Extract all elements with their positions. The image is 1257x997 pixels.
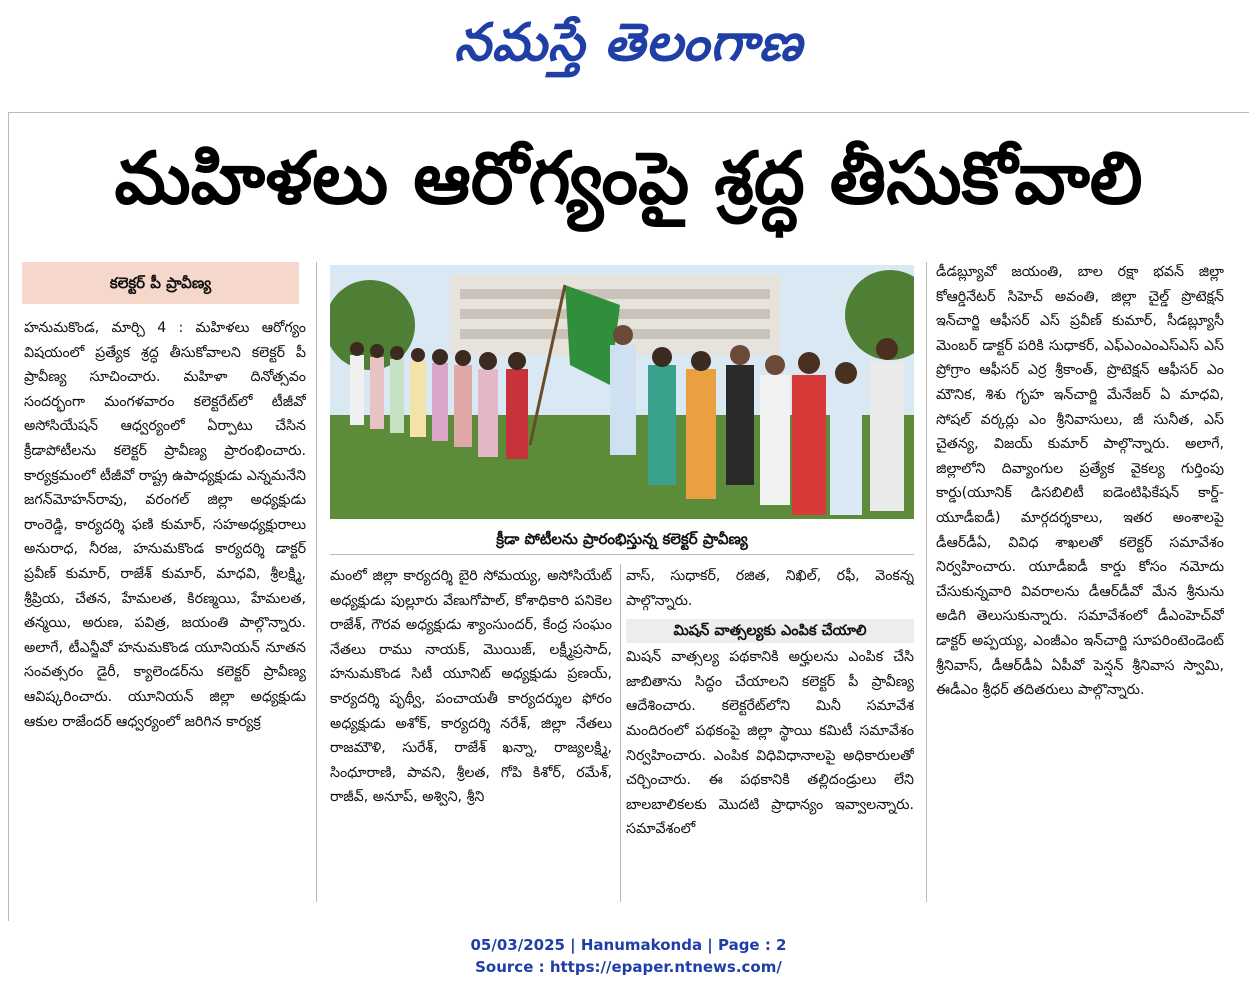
column-divider bbox=[620, 564, 621, 902]
article-column-1 bbox=[24, 316, 306, 900]
column-3-top-text: వాస్, సుధాకర్, రజిత, నిఖిల్, రఫీ, వెంకన్న పాల్గొన్నారు. bbox=[626, 568, 914, 609]
column-divider bbox=[926, 262, 927, 902]
column-divider bbox=[316, 262, 317, 902]
photo-caption: క్రీడా పోటీలను ప్రారంభిస్తున్న కలెక్టర్ ప్రావీణ్య bbox=[330, 524, 914, 555]
column-4-text: డీడబ్ల్యూవో జయంతి, బాల రక్షా భవన్ జిల్లా కోఆర్డినేటర్ సిహెచ్ అవంతి, జిల్లా చైల్డ్ ప్రొటెక్షన్ ఇన్‌చార్జి ఆఫీసర్ ఎస్ ప్రవీణ్ కుమార్, సీడబ్ల్యూసీ మెంబర్ డాక్టర్ పరికి సుధాకర్, ఎఫ్‌ఎంఎంఎస్‌ఎస్ ఎస్ ప్రోగ్రాం ఆఫీసర్ ఎర్ర శ్రీకాంత్, ప్రొటెక్షన్ ఆఫీసర్ ఎం మౌనిక, శిశు గృహ ఇన్‌చార్జి మేనేజర్ ఏ మాధవి, సోషల్ వర్కర్లు ఎం శ్రీనివాసులు, జీ సునీత, ఎస్ చైతన్య, విజయ్ కుమార్ పాల్గొన్నారు. అలాగే, జిల్లాలోని దివ్యాంగుల ప్రత్యేక వైకల్య గుర్తింపు కార్డు(యూనిక్ డిసబిలిటీ ఐడెంటిఫికేషన్ కార్డ్-యూడీఐడీ) మార్గదర్శకాలు, ఇతర అంశాలపై డీఆర్‌డీఏ, వివిధ శాఖలతో కలెక్టర్ సమావేశం నిర్వహించారు. యూడీఐడీ కార్డు కోసం నమోదు చేసుకున్నవారి వివరాలను డీఆర్‌డీవో మేన శ్రీనును అడిగి తెలుసుకున్నారు. సమావేశంలో డీఎంహెచ్‌వో డాక్టర్ అప్పయ్య, ఎంజీఎం ఇన్‌చార్జి సూపరింటెండెంట్ శ్రీనివాస్, డీఆర్‌డీఏ ఏపీవో పెన్షన్ శ్రీనివాస స్వామి, ఈడీఎం శ్రీధర్ తదితరులు పాల్గొన్నారు. bbox=[936, 264, 1224, 699]
article-column-2 bbox=[330, 564, 612, 900]
column-3-body-text: మిషన్ వాత్సల్య పథకానికి అర్హులను ఎంపిక చేసి జాబితాను సిద్ధం చేయాలని కలెక్టర్ పీ ప్రావీణ్య ఆదేశించారు. కలెక్టరేట్‌లోని మినీ సమావేశ మందిరంలో పథకంపై జిల్లా స్థాయి కమిటీ సమావేశం నిర్వహించారు. ఎంపిక విధివిధానాలపై అధికారులతో చర్చించారు. ఈ పథకానికి తల్లిదండ్రులు లేని బాలబాలికలకు మొదటి ప్రాధాన్యం ఇవ్వాలన్నారు. సమావేశంలో bbox=[626, 649, 914, 838]
masthead bbox=[0, 8, 1257, 78]
page-footer bbox=[0, 934, 1257, 978]
article-column-3 bbox=[626, 564, 914, 900]
masthead-title: నమస్తే తెలంగాణ bbox=[454, 12, 803, 73]
article-column-4 bbox=[936, 260, 1224, 900]
headline bbox=[0, 118, 1257, 238]
byline: కలెక్టర్ పీ ప్రావీణ్య bbox=[22, 262, 299, 304]
column-1-text: హనుమకొండ, మార్చి 4 : మహిళలు ఆరోగ్యం విషయంలో ప్రత్యేక శ్రద్ధ తీసుకోవాలని కలెక్టర్ పీ ప్రావీణ్య సూచించారు. మహిళా దినోత్సవం సందర్భంగా మంగళవారం కలెక్టరేట్‌లో టీజీవో అసోసియేషన్ ఆధ్వర్యంలో ఏర్పాటు చేసిన క్రీడాపోటీలను కలెక్టర్ ప్రావీణ్య ప్రారంభించారు. కార్యక్రమంలో టీజీవో రాష్ట్ర ఉపాధ్యక్షుడు ఎన్నమనేని జగన్‌మోహన్‌రావు, వరంగల్ జిల్లా అధ్యక్షుడు రాంరెడ్డి, కార్యదర్శి ఫణి కుమార్, సహఅధ్యక్షురాలు అనురాధ, నీరజ, హనుమకొండ కార్యదర్శి డాక్టర్ ప్రవీణ్ కుమార్, రాజేశ్ కుమార్, మాధవి, శ్రీలక్ష్మి, శ్రీప్రియ, చేతన, హేమలత, కిరణ్మయి, హేమలత, తన్మయి, అరుణ, పవిత్ర, జయంతి పాల్గొన్నారు. అలాగే, టీఎన్జీవో హనుమకొండ యూనియన్ నూతన సంవత్సరం డైరీ, క్యాలెండర్‌ను కలెక్టర్ ప్రావీణ్య ఆవిష్కరించారు. యూనియన్ జిల్లా అధ్యక్షుడు ఆకుల రాజేందర్ ఆధ్వర్యంలో జరిగిన కార్యక్ర bbox=[24, 320, 306, 730]
photo-illustration bbox=[330, 265, 914, 519]
column-2-text: మంలో జిల్లా కార్యదర్శి బైరి సోమయ్య, అసోసియేట్ అధ్యక్షుడు పుల్లూరు వేణుగోపాల్, కోశాధికారి పనికెల రాజేశ్, గౌరవ అధ్యక్షుడు శ్యాంసుందర్, కేంద్ర సంఘం నేతలు రాము నాయక్, మొయిజ్, లక్ష్మీప్రసాద్, హనుమకొండ సిటీ యూనిట్ అధ్యక్షుడు ప్రణయ్, కార్యదర్శి పృథ్వీ, పంచాయతీ కార్యదర్శుల ఫోరం అధ్యక్షుడు అశోక్, కార్యదర్శి నరేశ్, జిల్లా నేతలు రాజమౌళి, సురేశ్, రాజేశ్ ఖన్నా, రాజ్యలక్ష్మి, సింధూరాణి, పావని, శ్రీలత, గోపి కిశోర్, రమేశ్, రాజీవ్, అనూప్, అశ్విని, శ్రీని bbox=[330, 568, 612, 806]
news-photo bbox=[330, 265, 914, 519]
headline-text: మహిళలు ఆరోగ్యంపై శ్రద్ధ తీసుకోవాలి bbox=[114, 136, 1143, 220]
section-subhead: మిషన్ వాత్సల్యకు ఎంపిక చేయాలి bbox=[626, 619, 914, 643]
footer-source: Source : https://epaper.ntnews.com/ bbox=[475, 958, 782, 976]
footer-date-edition: 05/03/2025 | Hanumakonda | Page : 2 bbox=[470, 936, 787, 954]
